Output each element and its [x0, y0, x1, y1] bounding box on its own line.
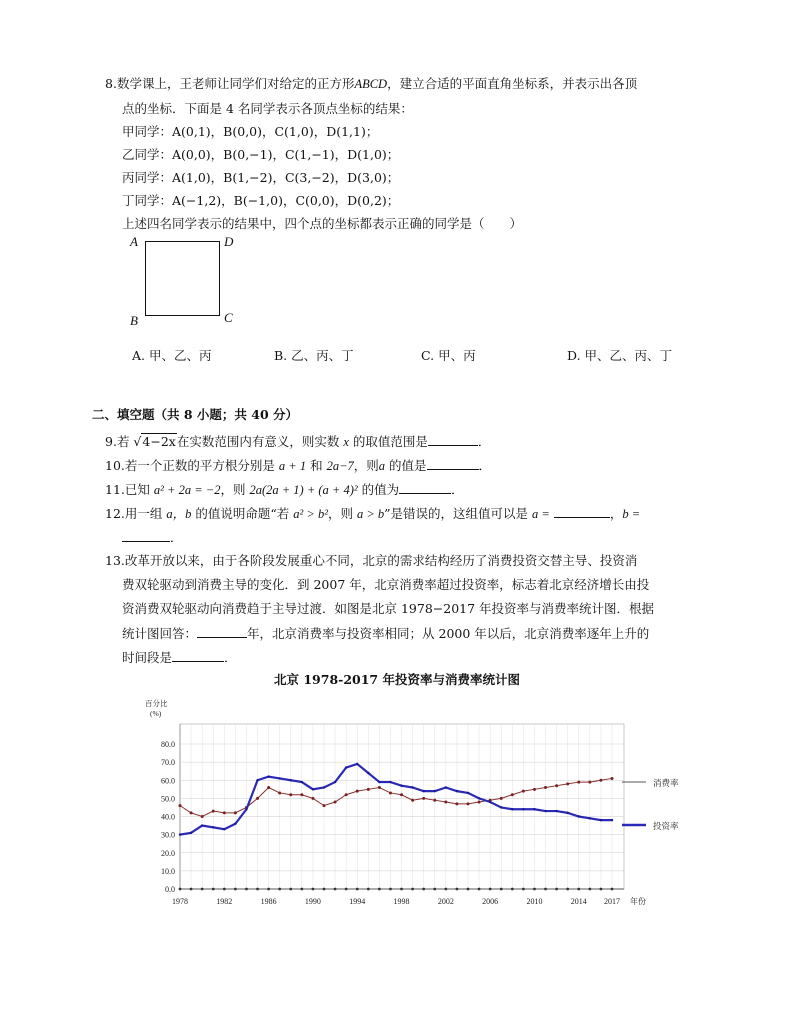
consumption-point: [500, 797, 503, 800]
x-tick-label: 2014: [570, 897, 587, 906]
option-text: 甲、乙、丙: [149, 348, 212, 363]
q11-expr1: a² + 2a = −2: [153, 483, 221, 497]
q12-vars: a，b: [166, 507, 192, 521]
x-axis-dot: [522, 888, 525, 891]
q12-post: ”是错误的，这组值可以是: [384, 506, 529, 521]
consumption-point: [444, 801, 447, 804]
consumption-point: [411, 799, 414, 802]
consumption-point: [179, 804, 182, 807]
q8-question: 上述四名同学表示的结果中，四个点的坐标都表示正确的同学是（ ）: [122, 216, 523, 231]
investment-point: [190, 832, 192, 834]
investment-point: [179, 833, 181, 835]
consumption-point: [278, 791, 281, 794]
investment-point: [456, 790, 458, 792]
x-axis-dot: [334, 888, 337, 891]
x-tick-label: 1982: [216, 897, 233, 906]
consumption-point: [588, 781, 591, 784]
q8-text-1: 数学课上，王老师让同学们对给定的正方形: [116, 76, 355, 91]
consumption-point: [267, 786, 270, 789]
consumption-point: [577, 781, 580, 784]
investment-point: [500, 806, 502, 808]
x-axis-label: 年份: [630, 897, 646, 906]
x-axis-dot: [411, 888, 414, 891]
q13-line2: 费双轮驱动到消费主导的变化．到 2007 年，北京消费率超过投资率，标志着北京经济增长由投: [122, 577, 650, 592]
investment-point: [400, 784, 402, 786]
student-name: 丁同学：: [122, 193, 173, 208]
q10-post: ，则: [353, 458, 379, 473]
x-axis-dot: [500, 888, 503, 891]
consumption-point: [334, 801, 337, 804]
x-axis-dot: [511, 888, 514, 891]
q10-number: 10.: [105, 458, 125, 473]
investment-point: [467, 792, 469, 794]
legend-investment-label: 投资率: [653, 821, 679, 831]
consumption-point: [544, 786, 547, 789]
q11-post: 的值为: [361, 482, 400, 497]
x-axis-dot: [300, 888, 303, 891]
x-axis-dot: [356, 888, 359, 891]
vertex-c-label: C: [224, 310, 233, 325]
student-coords: A(1,0)，B(1,−2)，C(3,−2)，D(3,0)；: [172, 170, 400, 185]
x-axis-dot: [234, 888, 237, 891]
investment-line: [180, 764, 612, 835]
y-tick-label: 20.0: [161, 848, 175, 858]
consumption-point: [599, 779, 602, 782]
legend-consumption-label: 消费率: [653, 778, 679, 788]
student-name: 甲同学：: [122, 124, 173, 139]
consumption-point: [323, 804, 326, 807]
investment-point: [544, 810, 546, 812]
x-axis-dot: [577, 888, 580, 891]
q10-expr1: a + 1: [278, 459, 307, 473]
consumption-point: [234, 811, 237, 814]
vertex-b-label: B: [130, 313, 138, 328]
x-axis-dot: [433, 888, 436, 891]
investment-point: [356, 763, 358, 765]
q12-number: 12.: [105, 506, 125, 521]
q10-post2: 的值是: [389, 458, 427, 473]
q10-var: a: [378, 459, 386, 473]
y-tick-label: 10.0: [161, 866, 175, 876]
investment-point: [367, 772, 369, 774]
q12-sep: ，: [609, 506, 623, 521]
q9-post: 在实数范围内有意义，则实数: [176, 434, 340, 449]
x-tick-label: 1998: [393, 897, 410, 906]
y-tick-label: 60.0: [161, 776, 175, 786]
q12-expr2: a > b: [356, 507, 385, 521]
y-axis-label: 百分比: [145, 699, 168, 708]
x-axis-dot: [566, 888, 569, 891]
investment-point: [267, 775, 269, 777]
x-axis-dot: [422, 888, 425, 891]
y-tick-label: 70.0: [161, 758, 175, 768]
investment-point: [223, 828, 225, 830]
consumption-point: [533, 788, 536, 791]
x-axis-dot: [289, 888, 292, 891]
q10-end: ．: [478, 458, 492, 473]
q8-text-1b: ，建立合适的平面直角坐标系，并表示出各顶: [387, 76, 638, 91]
option-text: 甲、丙: [438, 348, 476, 363]
vertex-d-label: D: [224, 234, 234, 249]
x-axis-dot: [345, 888, 348, 891]
option-text: 甲、乙、丙、丁: [584, 348, 673, 363]
q11-number: 11.: [105, 482, 125, 497]
consumption-point: [555, 784, 558, 787]
q10-mid: 和: [310, 458, 323, 473]
x-axis-dot: [389, 888, 392, 891]
q11-mid: ，则: [220, 482, 246, 497]
investment-point: [422, 790, 424, 792]
student-coords: A(0,1)，B(0,0)，C(1,0)，D(1,1)；: [172, 124, 379, 139]
q12-mid2: ，则: [327, 506, 353, 521]
x-axis-dot: [611, 888, 614, 891]
option-letter: C.: [421, 348, 435, 363]
x-axis-dot: [201, 888, 204, 891]
q12-end: ．: [170, 530, 183, 545]
consumption-point: [311, 797, 314, 800]
consumption-point: [455, 802, 458, 805]
consumption-point: [212, 810, 215, 813]
consumption-point: [611, 777, 614, 780]
q13-line3: 资消费双轮驱动向消费趋于主导过渡．如图是北京 1978−2017 年投资率与消费率统计图．根据: [122, 601, 655, 616]
investment-point: [201, 824, 203, 826]
q13-line4-pre: 统计图回答：: [122, 626, 198, 641]
consumption-point: [378, 786, 381, 789]
x-axis-dot: [245, 888, 248, 891]
consumption-point: [201, 815, 204, 818]
q13-text-1: 改革开放以来，由于各阶段发展重心不同，北京的需求结构经历了消费投资交替主导、投资消: [124, 553, 638, 568]
q9-end: ．: [477, 434, 491, 449]
q12-expr1: a² > b²: [293, 507, 328, 521]
q8-shape: ABCD: [354, 77, 388, 91]
vertex-a-label: A: [130, 234, 138, 249]
x-axis-dot: [323, 888, 326, 891]
q10-expr2: 2a−7: [326, 459, 354, 473]
x-tick-label: 1990: [304, 897, 321, 906]
investment-point: [522, 808, 524, 810]
x-axis-dot: [478, 888, 481, 891]
consumption-point: [422, 797, 425, 800]
consumption-point: [478, 801, 481, 804]
investment-point: [445, 786, 447, 788]
investment-point: [290, 779, 292, 781]
consumption-point: [356, 790, 359, 793]
q12-mid: 的值说明命题“若: [195, 506, 290, 521]
q11-end: ．: [451, 482, 464, 497]
investment-point: [611, 819, 613, 821]
option-letter: D.: [567, 348, 581, 363]
investment-point: [312, 788, 314, 790]
y-tick-label: 30.0: [161, 830, 175, 840]
investment-point: [600, 819, 602, 821]
x-axis-dot: [212, 888, 215, 891]
q10-text: 若一个正数的平方根分别是: [124, 458, 275, 473]
q13-line5-end: ．: [224, 650, 237, 665]
x-axis-dot: [267, 888, 270, 891]
y-tick-label: 80.0: [161, 740, 175, 749]
x-axis-dot: [400, 888, 403, 891]
consumption-point: [345, 793, 348, 796]
x-axis-dot: [179, 888, 182, 891]
investment-point: [578, 815, 580, 817]
x-axis-dot: [555, 888, 558, 891]
q9-post2: 的取值范围是: [352, 434, 428, 449]
y-tick-label: 0.0: [165, 885, 175, 894]
consumption-point: [433, 799, 436, 802]
student-coords: A(−1,2)，B(−1,0)，C(0,0)，D(0,2)；: [172, 193, 400, 208]
consumption-point: [522, 790, 525, 793]
consumption-point: [190, 811, 193, 814]
q9-pre: 若: [116, 434, 130, 449]
q12-pre: 用一组: [124, 506, 163, 521]
x-axis-dot: [190, 888, 193, 891]
investment-point: [234, 823, 236, 825]
investment-point: [434, 790, 436, 792]
consumption-point: [511, 793, 514, 796]
student-name: 乙同学：: [122, 147, 173, 162]
x-tick-label: 2006: [482, 897, 499, 906]
investment-point: [589, 817, 591, 819]
consumption-point: [256, 797, 259, 800]
x-axis-dot: [588, 888, 591, 891]
investment-point: [511, 808, 513, 810]
x-axis-dot: [444, 888, 447, 891]
investment-point: [245, 808, 247, 810]
q9-number: 9.: [105, 434, 117, 449]
x-axis-dot: [467, 888, 470, 891]
student-coords: A(0,0)，B(0,−1)，C(1,−1)，D(1,0)；: [172, 147, 400, 162]
x-tick-label: 2017: [604, 897, 620, 906]
section-title: 二、填空题（共 8 小题；共 40 分）: [92, 407, 299, 422]
x-tick-label: 1986: [260, 897, 277, 906]
investment-point: [489, 801, 491, 803]
x-tick-label: 1994: [349, 897, 366, 906]
option-text: 乙、丙、丁: [291, 348, 354, 363]
x-axis-dot: [489, 888, 492, 891]
investment-point: [212, 826, 214, 828]
x-axis-dot: [223, 888, 226, 891]
x-tick-label: 1978: [172, 897, 188, 906]
investment-point: [301, 781, 303, 783]
option-letter: B.: [274, 348, 288, 363]
consumption-point: [300, 793, 303, 796]
investment-point: [478, 797, 480, 799]
q12-b-eq: b =: [622, 507, 641, 521]
consumption-point: [389, 791, 392, 794]
x-axis-dot: [533, 888, 536, 891]
x-axis-dot: [378, 888, 381, 891]
x-axis-dot: [456, 888, 459, 891]
investment-point: [323, 786, 325, 788]
x-axis-dot: [312, 888, 315, 891]
investment-point: [334, 781, 336, 783]
consumption-point: [223, 811, 226, 814]
consumption-point: [467, 802, 470, 805]
q9-var: x: [343, 435, 349, 449]
investment-point: [256, 779, 258, 781]
q9: 9.若 √4−2x在实数范围内有意义，则实数 x 的取值范围是 ．: [105, 434, 491, 449]
investment-point: [278, 777, 280, 779]
option-letter: A.: [132, 348, 146, 363]
consumption-point: [400, 793, 403, 796]
x-axis-dot: [278, 888, 281, 891]
investment-point: [411, 786, 413, 788]
x-axis-dot: [600, 888, 603, 891]
consumption-point: [566, 782, 569, 785]
y-tick-label: 50.0: [161, 794, 175, 804]
q11-pre: 已知: [124, 482, 150, 497]
consumption-point: [367, 788, 370, 791]
q12-a-eq: a =: [532, 507, 550, 521]
consumption-point: [289, 793, 292, 796]
investment-point: [555, 810, 557, 812]
investment-point: [345, 766, 347, 768]
q9-radicand: 4−2x: [142, 434, 176, 449]
x-tick-label: 2002: [437, 897, 454, 906]
q8-number: 8.: [105, 76, 117, 91]
x-axis-dot: [367, 888, 370, 891]
y-axis-label-unit: (%): [150, 709, 162, 718]
investment-point: [378, 781, 380, 783]
investment-point: [566, 812, 568, 814]
student-name: 丙同学：: [122, 170, 173, 185]
investment-point: [389, 781, 391, 783]
x-tick-label: 2010: [526, 897, 543, 906]
q11-expr2: 2a(2a + 1) + (a + 4)²: [249, 483, 358, 497]
investment-point: [533, 808, 535, 810]
y-tick-label: 40.0: [161, 812, 175, 822]
x-axis-dot: [544, 888, 547, 891]
chart-title: 北京 1978-2017 年投资率与消费率统计图: [274, 672, 520, 687]
q13-number: 13.: [105, 553, 125, 568]
q8-line2: 点的坐标．下面是 4 名同学表示各顶点坐标的结果：: [122, 101, 413, 116]
q13-line4-mid: 年，北京消费率与投资率相同；从 2000 年以后，北京消费率逐年上升的: [247, 626, 650, 641]
x-axis-dot: [256, 888, 259, 891]
q13-line5-pre: 时间段是: [122, 650, 173, 665]
